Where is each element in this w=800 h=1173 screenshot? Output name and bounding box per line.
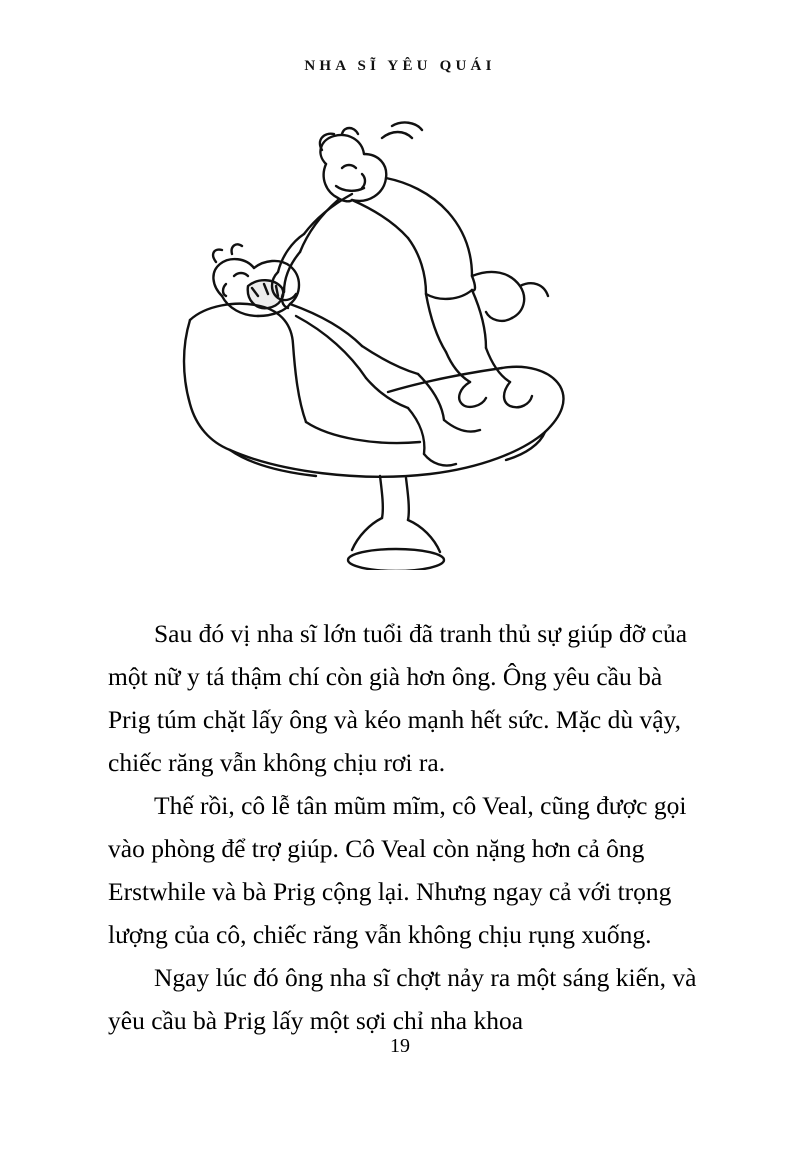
page-body	[108, 612, 698, 1042]
paragraph: Sau đó vị nha sĩ lớn tuổi đã tranh thủ sự giúp đỡ của một nữ y tá thậm chí còn già hơn ông. Ông yêu cầu bà Prig túm chặt lấy ông và kéo mạnh hết sức. Mặc dù vậy, chiếc răng vẫn không chịu rơi ra.	[108, 619, 688, 777]
dentist-illustration	[130, 120, 670, 570]
paragraph: Ngay lúc đó ông nha sĩ chợt nảy ra một sáng kiến, và yêu cầu bà Prig lấy một sợi chỉ nha khoa	[108, 963, 697, 1035]
running-head: NHA SĨ YÊU QUÁI	[304, 58, 496, 74]
paragraph: Thế rồi, cô lễ tân mũm mĩm, cô Veal, cũng được gọi vào phòng để trợ giúp. Cô Veal còn nặng hơn cả ông Erstwhile và bà Prig cộng lại. Nhưng ngay cả với trọng lượng của cô, chiếc răng vẫn không chịu rụng xuống.	[108, 791, 687, 949]
page-number: 19	[390, 1035, 410, 1057]
